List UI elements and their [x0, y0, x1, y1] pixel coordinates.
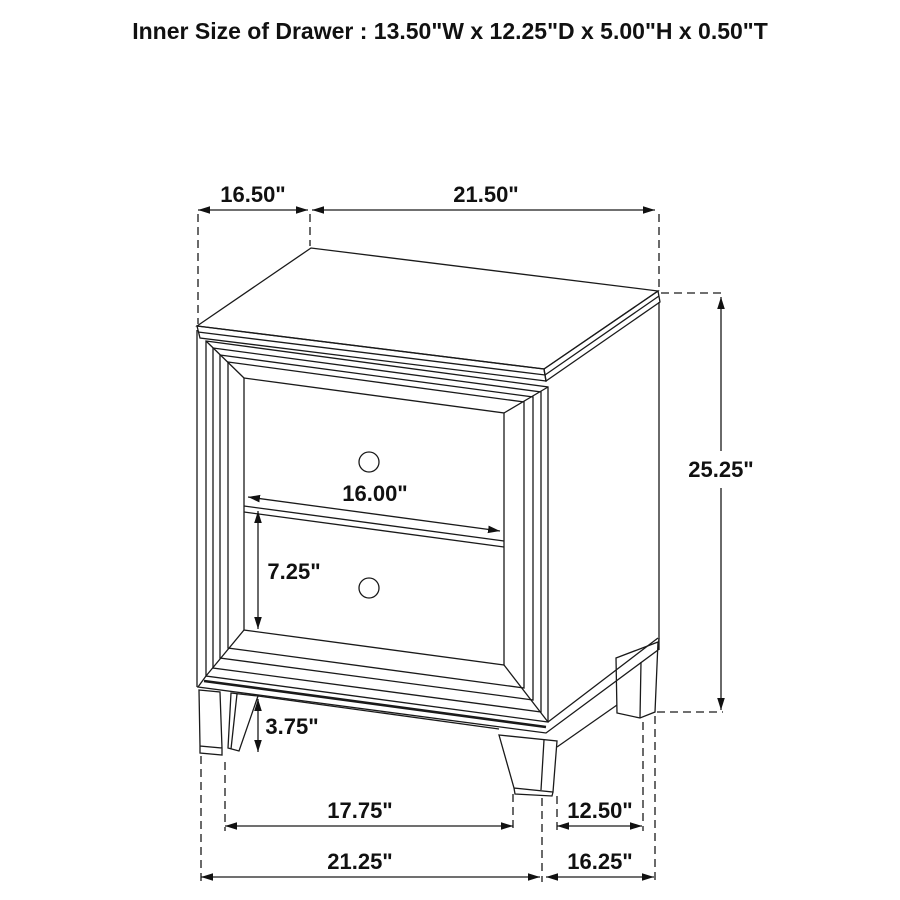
label-base-width: 21.25" [327, 849, 393, 874]
face-frame [206, 341, 548, 722]
side-panels [197, 302, 659, 722]
top-drawer-knob [359, 452, 379, 472]
label-front-leg-span: 17.75" [327, 798, 393, 823]
label-overall-height: 25.25" [688, 457, 754, 482]
label-side-leg-span: 12.50" [567, 798, 633, 823]
diagram-title: Inner Size of Drawer : 13.50"W x 12.25"D x 5.00"H x 0.50"T [132, 18, 768, 44]
label-drawer-width: 16.00" [342, 481, 408, 506]
side-bottom-edge [548, 638, 658, 722]
bottom-drawer-knob [359, 578, 379, 598]
front-right-leg [499, 735, 557, 796]
dimension-extension-lines [198, 214, 723, 882]
label-top-width: 21.50" [453, 182, 519, 207]
label-drawer-front-height: 7.25" [267, 559, 321, 584]
frame-inner-bevel [228, 362, 524, 688]
dimension-labels [220, 182, 753, 874]
tabletop-edge-midline [198, 296, 659, 375]
front-left-leg [228, 693, 258, 751]
label-leg-height: 3.75" [265, 714, 319, 739]
label-top-depth: 16.50" [220, 182, 286, 207]
back-left-leg [199, 690, 222, 755]
side-apron [557, 705, 617, 747]
label-base-depth: 16.25" [567, 849, 633, 874]
drawer-opening [244, 378, 504, 665]
extension-lines [198, 214, 723, 882]
